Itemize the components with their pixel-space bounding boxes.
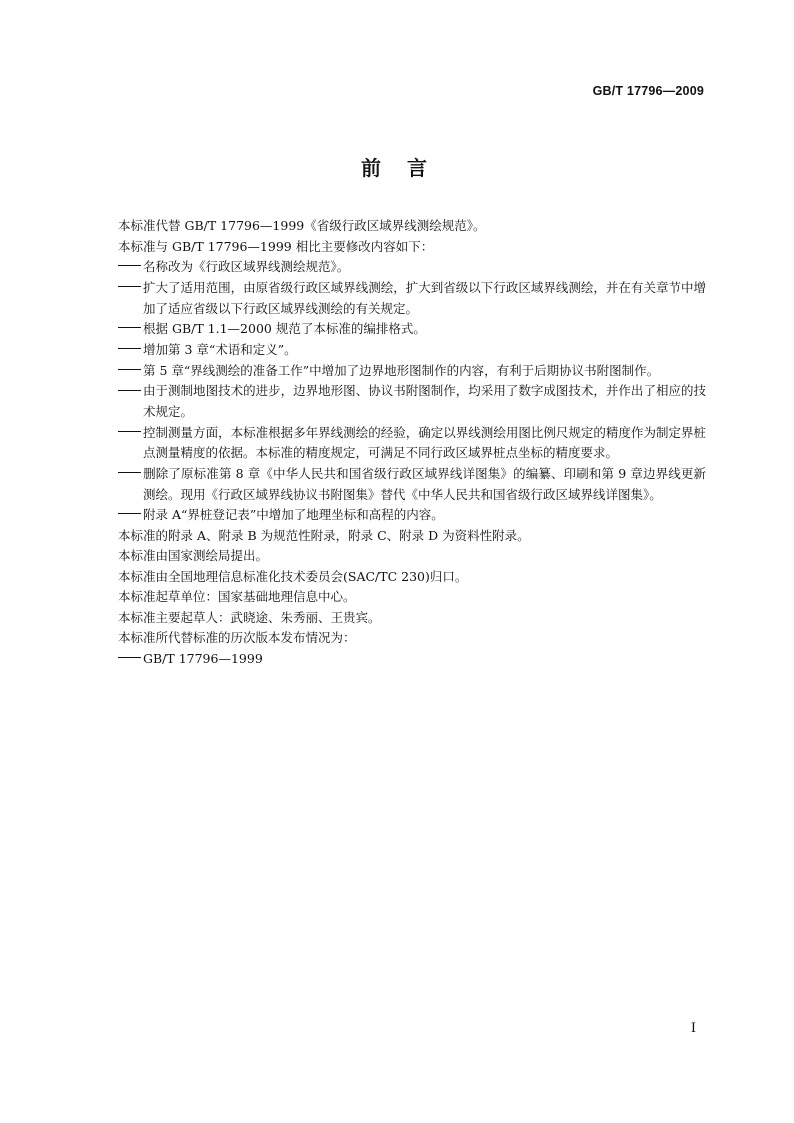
dash-marker [118, 340, 143, 361]
paragraph: 本标准主要起草人：武晓途、朱秀丽、王贵宾。 [118, 609, 381, 625]
paragraph: 本标准与 GB/T 17796—1999 相比主要修改内容如下： [118, 238, 434, 254]
dash-marker [118, 361, 143, 382]
list-item-text: 第 5 章“界线测绘的准备工作”中增加了边界地形图制作的内容，有利于后期协议书附图制作。 [143, 362, 660, 378]
list-item-text: 名称改为《行政区域界线测绘规范》。 [143, 259, 350, 274]
list-item-text: GB/T 17796—1999 [143, 650, 263, 666]
list-item [118, 423, 706, 464]
list-item-text: 删除了原标准第 8 章《中华人民共和国省级行政区域界线详图集》的编纂、印刷和第 9 章边界线更新测绘。现用《行政区域界线协议书附图集》替代《中华人民共和国省级行政区域界线详图集》。 [143, 465, 706, 502]
standard-code: GB/T 17796—2009 [592, 84, 704, 98]
list-item [118, 361, 706, 382]
list-item-text: 扩大了适用范围，由原省级行政区域界线测绘，扩大到省级以下行政区域界线测绘，并在有关章节中增加了适应省级以下行政区域界线测绘的有关规定。 [143, 279, 706, 316]
list-item [118, 381, 706, 422]
list-item [118, 464, 706, 505]
list-item [118, 257, 706, 278]
list-item [118, 649, 706, 670]
list-item [118, 278, 706, 319]
paragraph: 本标准起草单位：国家基础地理信息中心。 [118, 589, 356, 605]
list-item [118, 340, 706, 361]
dash-marker [118, 423, 143, 444]
list-item [118, 319, 706, 340]
list-item-text: 增加第 3 章“术语和定义”。 [143, 341, 297, 357]
list-item-text: 附录 A“界桩登记表”中增加了地理坐标和高程的内容。 [143, 507, 444, 522]
dash-marker [118, 505, 143, 526]
dash-marker [118, 649, 143, 670]
list-item-text: 控制测量方面，本标准根据多年界线测绘的经验，确定以界线测绘用图比例尺规定的精度作为制定界桩点测量精度的依据。本标准的精度规定，可满足不同行政区域界桩点坐标的精度要求。 [143, 424, 706, 461]
page-title: 前言 [361, 156, 453, 180]
paragraph: 本标准代替 GB/T 17796—1999《省级行政区域界线测绘规范》。 [118, 218, 486, 233]
paragraph: 本标准所代替标准的历次版本发布情况为： [118, 630, 356, 646]
paragraph: 本标准由全国地理信息标准化技术委员会(SAC/TC 230)归口。 [118, 568, 468, 584]
dash-marker [118, 319, 143, 340]
list-item-text: 根据 GB/T 1.1—2000 规范了本标准的编排格式。 [143, 321, 426, 336]
paragraph: 本标准由国家测绘局提出。 [118, 548, 269, 564]
dash-marker [118, 257, 143, 278]
page-number: I [690, 1021, 696, 1036]
list-item [118, 505, 706, 526]
dash-marker [118, 464, 143, 485]
list-item-text: 由于测制地图技术的进步，边界地形图、协议书附图制作，均采用了数字成图技术，并作出了相应的技术规定。 [143, 383, 706, 419]
dash-marker [118, 382, 143, 403]
paragraph: 本标准的附录 A、附录 B 为规范性附录，附录 C、附录 D 为资料性附录。 [118, 527, 530, 543]
foreword-body [118, 216, 706, 670]
dash-marker [118, 278, 143, 299]
